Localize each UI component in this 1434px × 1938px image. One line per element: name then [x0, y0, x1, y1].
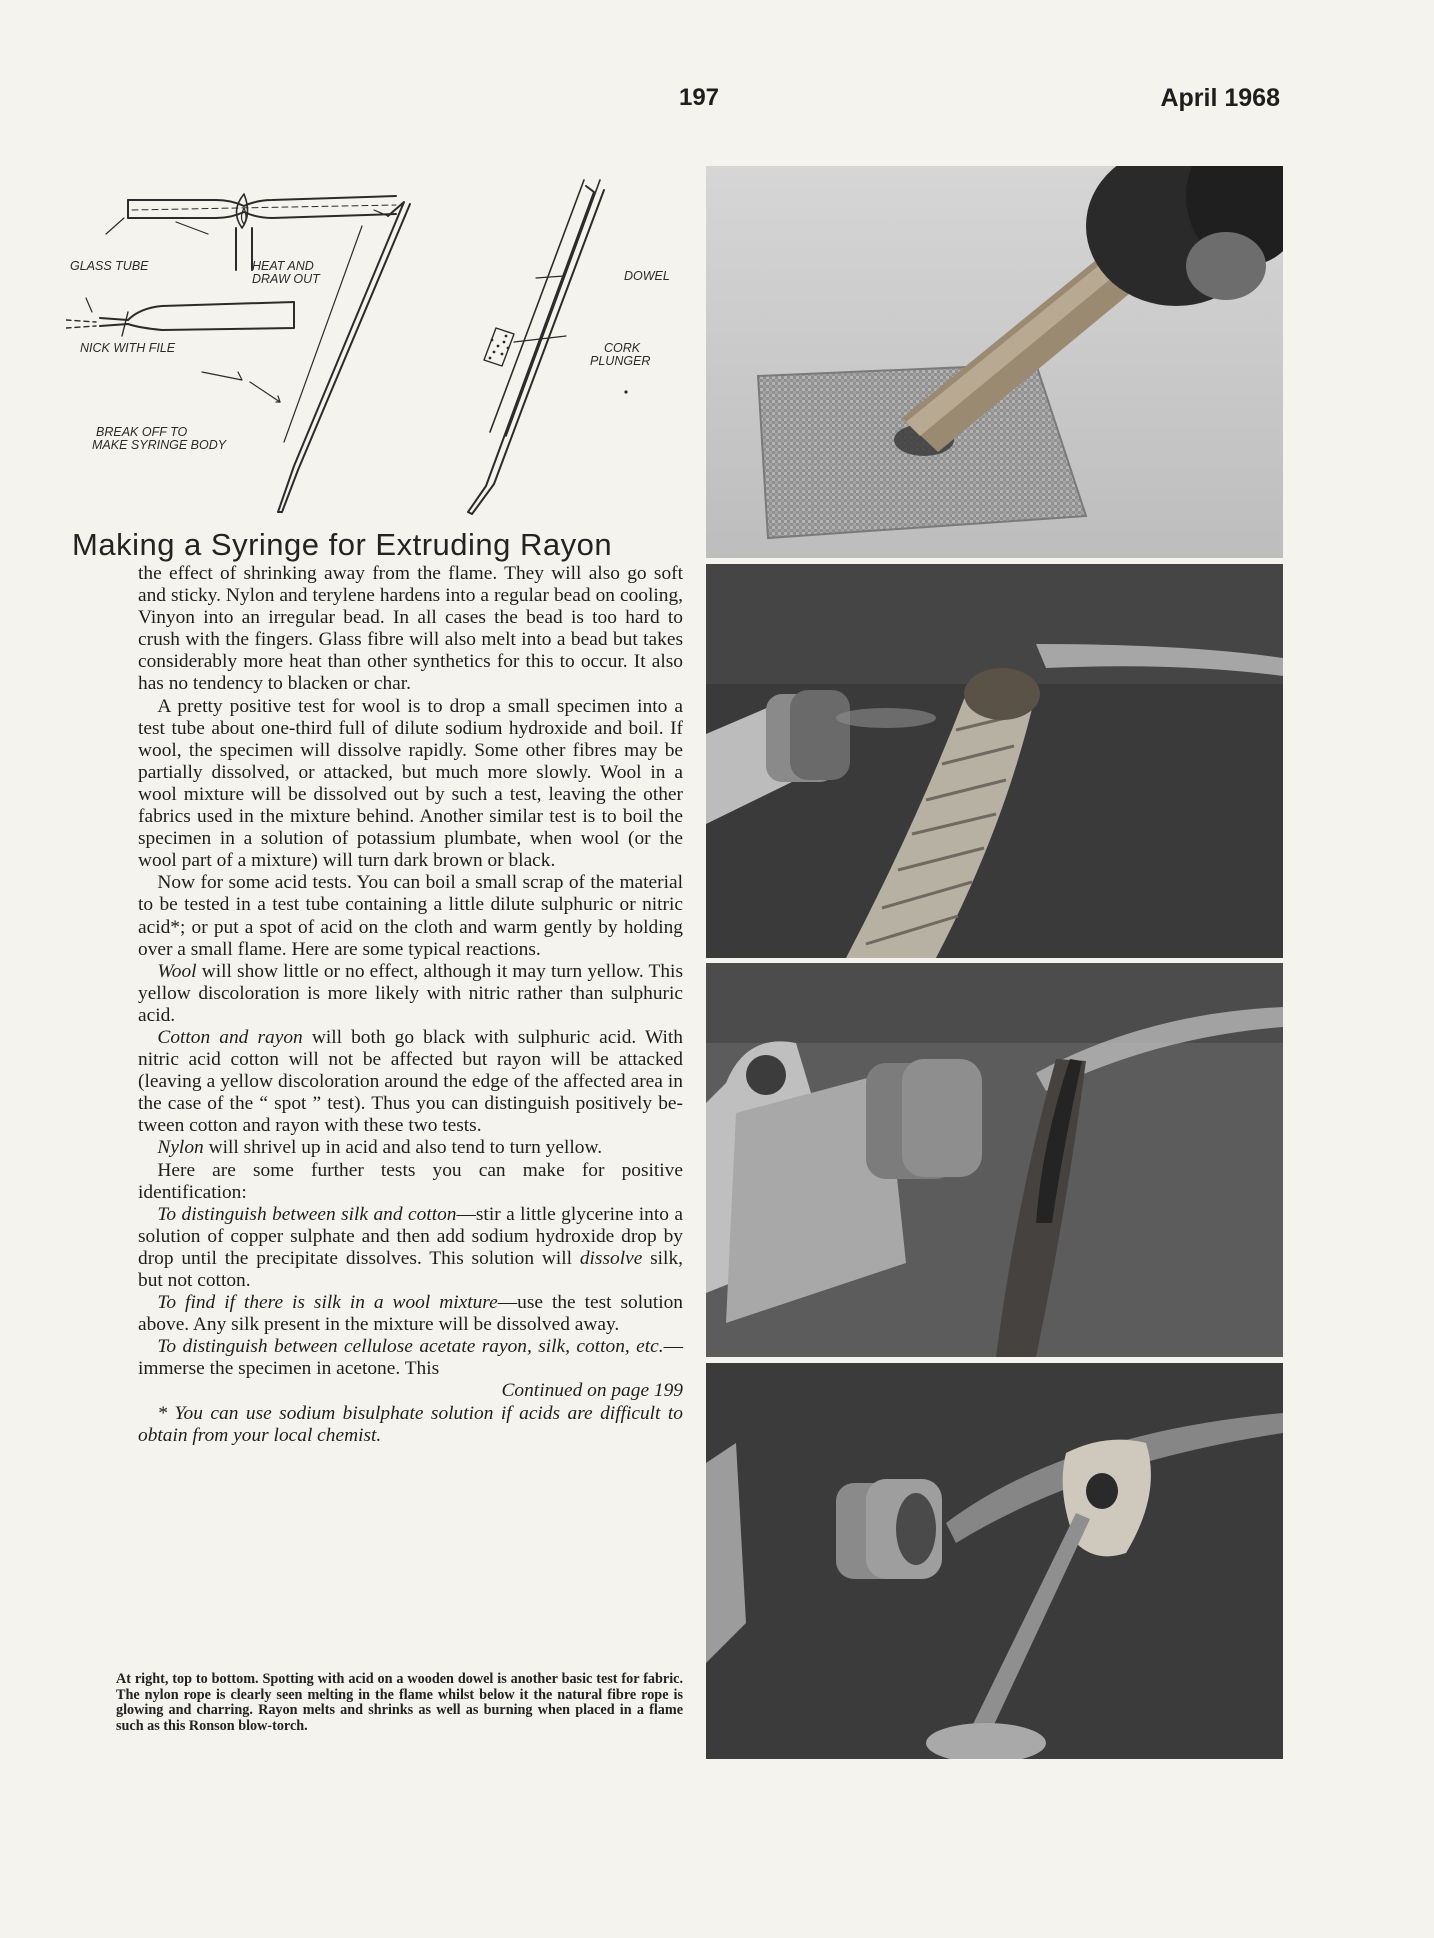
paragraph-emphasis: dissolve: [579, 1247, 643, 1269]
article-body: [138, 563, 683, 1447]
body-paragraph: [138, 1204, 683, 1292]
paragraph-text: —use the test solution above. Any silk present in the mixture will be dissolved away.: [138, 1292, 683, 1336]
label-dowel: DOWEL: [624, 269, 670, 283]
paragraph-lead: To find if there is silk in a wool mixture: [157, 1292, 498, 1314]
label-draw-out: DRAW OUT: [252, 272, 320, 286]
label-make-syringe-body: MAKE SYRINGE BODY: [92, 438, 227, 452]
photo-rayon-burning: [706, 1363, 1283, 1759]
photo-natural-rope-charring: [706, 963, 1283, 1357]
body-paragraph: [138, 1137, 683, 1159]
paragraph-text: —stir a little glycerine into a solution of copper sulphate and then add sodium hydroxide drop by drop until the precipitate dissolves. This solution will: [138, 1203, 683, 1269]
paragraph-text: silk, but not cotton.: [138, 1247, 683, 1291]
body-paragraph: [138, 1292, 683, 1336]
paragraph-lead: Nylon: [157, 1137, 204, 1159]
label-cork: CORK: [604, 341, 641, 355]
label-nick-with-file: NICK WITH FILE: [80, 341, 176, 355]
article-title: Making a Syringe for Extruding Rayon: [72, 526, 613, 562]
page-number: 197: [678, 84, 720, 111]
body-paragraph: [138, 1336, 683, 1380]
paragraph-text: will show little or no effect, although it may turn yellow. This yellow discoloration is more likely with nitric rather than sulphuric acid.: [138, 960, 683, 1026]
paragraph-lead: To distinguish between silk and cotton: [157, 1203, 457, 1225]
label-plunger: PLUNGER: [590, 354, 651, 368]
paragraph-lead: Cotton and rayon: [157, 1026, 303, 1048]
body-paragraph: the effect of shrinking away from the flame. They will also go soft and sticky. Nylon and terylene hardens into a regular bead on cooling, Vinyon into an irregular bead. In all cases the bead is too hard to crush with the fingers. Glass fibre will also melt into a bead but takes considerably more heat than other synthetics for this to occur. It also has no tendency to blacken or char.: [138, 563, 683, 695]
body-paragraph: [138, 961, 683, 1027]
body-paragraph: A pretty positive test for wool is to drop a small specimen into a test tube about one-third full of dilute sodium hydroxide and boil. If wool, the specimen will dissolve rapidly. Some other fibres may be partially dissolved, or attacked, but much more slowly. Wool in a wool mixture will be dissolved out by such a test, leaving the other fabrics used in the mixture behind. Another similar test is to boil the specimen in a solution of potassium plumbate, when wool (or the wool part of a mixture) will turn dark brown or black.: [138, 695, 683, 872]
label-break-off-to: BREAK OFF TO: [96, 425, 188, 439]
photo-column: [706, 166, 1283, 1766]
body-paragraph: Now for some acid tests. You can boil a small scrap of the material to be tested in a test tube containing a little dilute sulphuric or nitric acid*; or put a spot of acid on the cloth and warm gently by holding over a small flame. Here are some typical reactions.: [138, 872, 683, 960]
photo-nylon-rope-in-flame: [706, 564, 1283, 958]
label-glass-tube: GLASS TUBE: [70, 259, 149, 273]
paragraph-lead: Wool: [157, 960, 197, 982]
continued-note: Continued on page 199: [501, 1380, 683, 1402]
paragraph-text: will both go black with sulphuric acid. With nitric acid cotton will not be affected but rayon will be attacked (leaving a yellow discoloration around the edge of the affected area in the case of the “ spot ” test). Thus you can distinguish positively between cotton and rayon with these two tests.: [138, 1026, 683, 1137]
footnote: * You can use sodium bisulphate solution if acids are difficult to obtain from your local chemist.: [138, 1402, 683, 1446]
paragraph-lead: To distinguish between cellulose acetate rayon, silk, cotton, etc.: [157, 1336, 664, 1358]
paragraph-text: —immerse the specimen in acetone. This: [138, 1336, 683, 1380]
photo-caption: At right, top to bottom. Spotting with acid on a wooden dowel is another basic test for fabric. The nylon rope is clearly seen melting in the flame whilst below it the natural fibre rope is glowing and charring. Rayon melts and shrinks as well as burning when placed in a flame such as this Ronson blow-torch.: [116, 1671, 683, 1734]
photo-dowel-on-fabric: [706, 166, 1283, 558]
body-paragraph: Here are some further tests you can make for positive identification:: [138, 1159, 683, 1203]
paragraph-text: will shrivel up in acid and also tend to turn yellow.: [203, 1137, 603, 1159]
label-heat-and: HEAT AND: [252, 259, 314, 273]
issue-date: April 1968: [1160, 84, 1280, 112]
body-paragraph: [138, 1027, 683, 1137]
syringe-diagram: [66, 166, 686, 516]
